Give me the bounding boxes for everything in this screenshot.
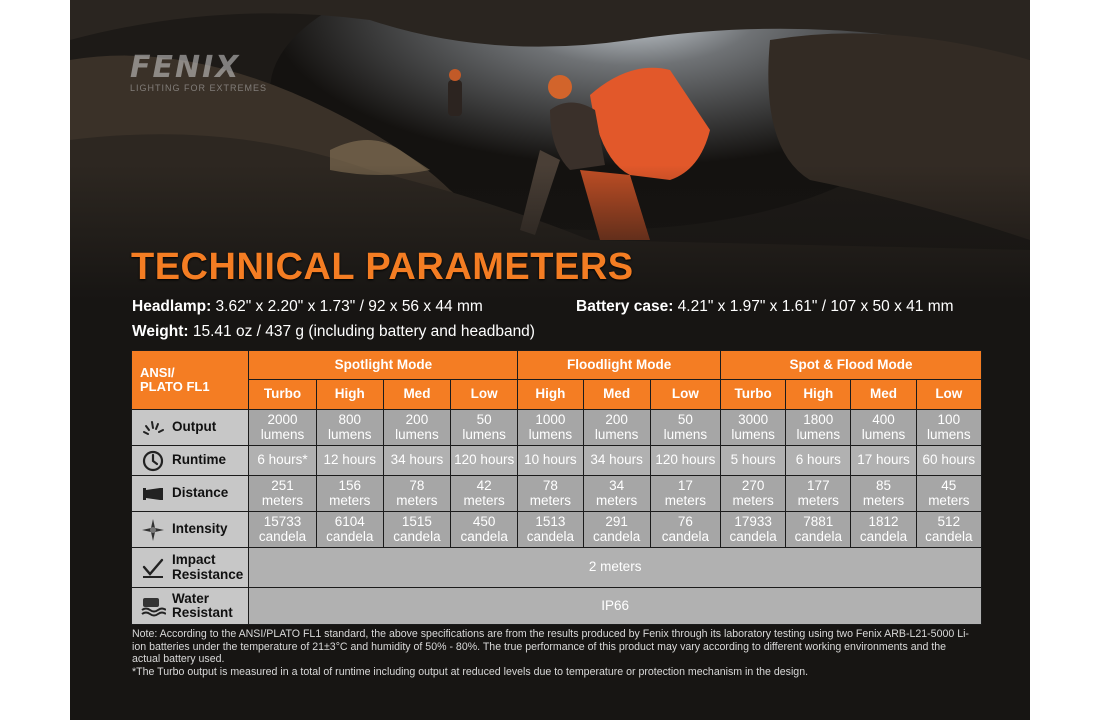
table-cell: 200 lumens [583, 410, 650, 446]
row-label-runtime: Runtime [132, 446, 249, 476]
page-title: TECHNICAL PARAMETERS [131, 246, 634, 288]
footnote-turbo: *The Turbo output is measured in a total of runtime including output at reduced levels due to temperature or protection mechanism in the design. [132, 665, 809, 678]
group-header-spotlight: Spotlight Mode [249, 351, 518, 380]
table-cell: 6 hours [786, 446, 851, 476]
table-cell: 100 lumens [916, 410, 981, 446]
logo-wordmark: FENIX [130, 50, 241, 85]
table-cell: 34 hours [383, 446, 450, 476]
logo-tagline: LIGHTING FOR EXTREMES [130, 83, 268, 93]
table-cell: 6104 candela [316, 512, 383, 548]
impact-icon [140, 556, 166, 580]
table-cell: 512 candela [916, 512, 981, 548]
table-cell: 7881 candela [786, 512, 851, 548]
table-row-runtime [132, 446, 982, 476]
distance-icon [140, 482, 166, 506]
group-header-floodlight: Floodlight Mode [518, 351, 721, 380]
parameters-table [131, 350, 982, 625]
table-cell: 45 meters [916, 476, 981, 512]
fenix-logo [130, 50, 267, 93]
intensity-icon [140, 518, 166, 542]
mode-header: Low [916, 380, 981, 410]
table-row-distance [132, 476, 982, 512]
table-cell: 78 meters [383, 476, 450, 512]
table-row-intensity [132, 512, 982, 548]
table-cell: 50 lumens [650, 410, 720, 446]
mode-header: Med [851, 380, 916, 410]
table-cell: 12 hours [316, 446, 383, 476]
table-cell: 50 lumens [451, 410, 518, 446]
table-cell: 60 hours [916, 446, 981, 476]
row-label-output: Output [132, 410, 249, 446]
mode-header: High [518, 380, 583, 410]
mode-header: Low [451, 380, 518, 410]
table-cell: 34 meters [583, 476, 650, 512]
table-cell: 5 hours [720, 446, 785, 476]
table-cell: 34 hours [583, 446, 650, 476]
impact-value: 2 meters [249, 548, 982, 588]
table-cell: 15733 candela [249, 512, 316, 548]
table-cell: 120 hours [451, 446, 518, 476]
row-label-distance: Distance [132, 476, 249, 512]
row-label-intensity: Intensity [132, 512, 249, 548]
output-icon [140, 416, 166, 440]
table-cell: 42 meters [451, 476, 518, 512]
table-cell: 17 meters [650, 476, 720, 512]
table-cell: 251 meters [249, 476, 316, 512]
table-cell: 17 hours [851, 446, 916, 476]
table-row-water [132, 588, 982, 625]
table-cell: 1812 candela [851, 512, 916, 548]
table-cell: 270 meters [720, 476, 785, 512]
table-cell: 1000 lumens [518, 410, 583, 446]
table-cell: 10 hours [518, 446, 583, 476]
water-icon [140, 594, 166, 618]
mode-header: Med [383, 380, 450, 410]
table-row-output [132, 410, 982, 446]
table-cell: 78 meters [518, 476, 583, 512]
table-cell: 800 lumens [316, 410, 383, 446]
mode-header: Low [650, 380, 720, 410]
table-cell: 177 meters [786, 476, 851, 512]
table-cell: 6 hours* [249, 446, 316, 476]
table-cell: 200 lumens [383, 410, 450, 446]
mode-header: High [786, 380, 851, 410]
table-cell: 1513 candela [518, 512, 583, 548]
weight-spec: Weight: 15.41 oz / 437 g (including battery and headband) [132, 323, 535, 340]
table-cell: 1800 lumens [786, 410, 851, 446]
table-cell: 85 meters [851, 476, 916, 512]
table-cell: 3000 lumens [720, 410, 785, 446]
footnote-standard: Note: According to the ANSI/PLATO FL1 standard, the above specifications are from the results produced by Fenix through its laboratory testing using two Fenix ARB-L21-5000 Li-ion batteries under the temperature of 21±3°C and humidity of 50% - 80%. The true performance of this product may vary according to different working environments and the actual battery used. [132, 628, 969, 665]
table-cell: 450 candela [451, 512, 518, 548]
product-panel [70, 0, 1030, 720]
water-value: IP66 [249, 588, 982, 625]
table-cell: 120 hours [650, 446, 720, 476]
table-cell: 2000 lumens [249, 410, 316, 446]
table-cell: 1515 candela [383, 512, 450, 548]
headlamp-dimensions: Headlamp: 3.62" x 2.20" x 1.73" / 92 x 56 x 44 mm [132, 298, 483, 315]
mode-header: Turbo [720, 380, 785, 410]
group-header-spot-flood: Spot & Flood Mode [720, 351, 981, 380]
table-cell: 400 lumens [851, 410, 916, 446]
row-label-impact: Impact Resistance [132, 548, 249, 588]
footnote [132, 628, 977, 678]
mode-header: Turbo [249, 380, 316, 410]
table-row-impact [132, 548, 982, 588]
table-cell: 156 meters [316, 476, 383, 512]
table-cell: 76 candela [650, 512, 720, 548]
table-cell: 291 candela [583, 512, 650, 548]
row-label-water: Water Resistant [132, 588, 249, 625]
standard-header-cell: ANSI/ PLATO FL1 [132, 351, 249, 410]
battery-case-dimensions: Battery case: 4.21" x 1.97" x 1.61" / 107 x 50 x 41 mm [576, 298, 954, 315]
clock-icon [140, 449, 166, 473]
mode-header: High [316, 380, 383, 410]
table-cell: 17933 candela [720, 512, 785, 548]
mode-header: Med [583, 380, 650, 410]
